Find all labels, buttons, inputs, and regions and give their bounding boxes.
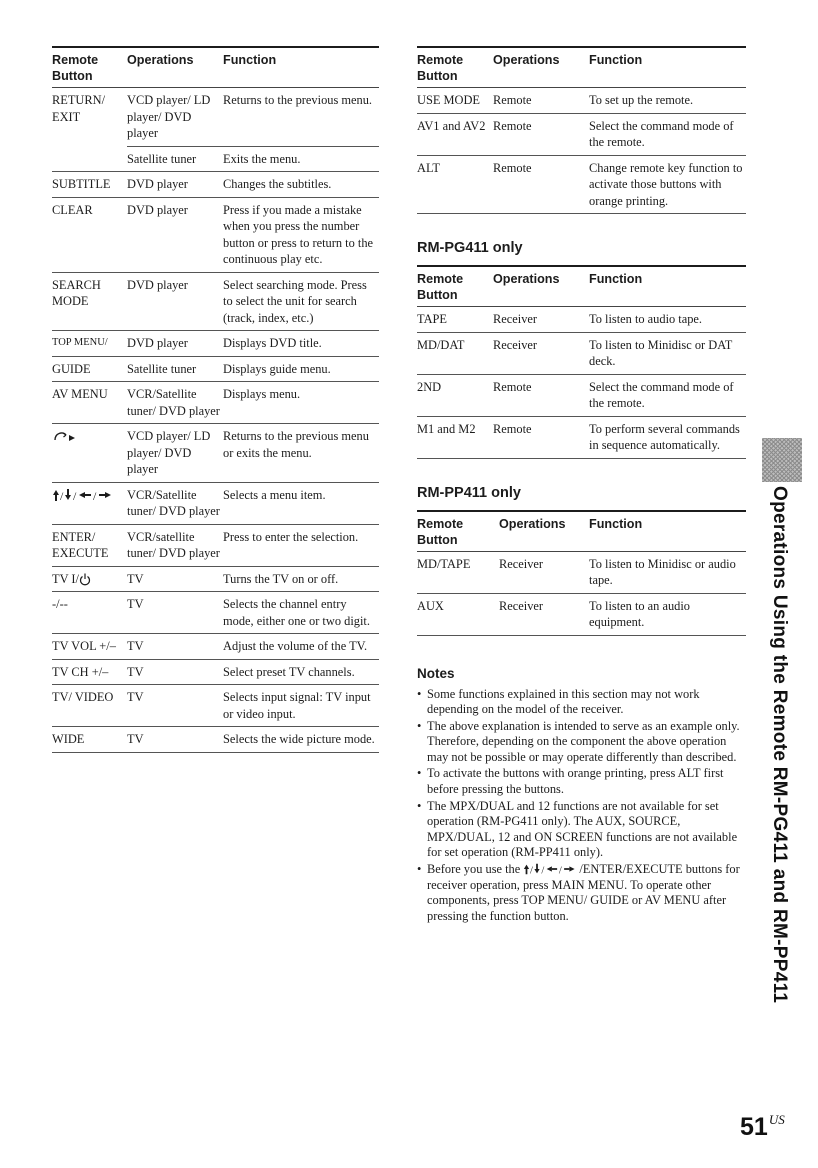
table-header (417, 266, 746, 307)
row-button: TOP MENU/ (52, 331, 127, 357)
row-button: AUX (417, 593, 499, 635)
row-button: AV MENU (52, 382, 127, 424)
svg-text:/: / (559, 865, 563, 877)
note-text: • Some functions explained in this section may not work depending on the model of the receiver. (427, 686, 700, 717)
table-row (417, 113, 746, 155)
header-operations: Operations (493, 47, 589, 88)
pg411-section-title: RM-PG411 only (417, 240, 523, 256)
table-row (417, 155, 746, 214)
note-text: Therefore, depending on the component the above operation may not be possible or may operate differently than described. (427, 734, 737, 764)
header-remote-button: Remote Button (417, 266, 493, 307)
row-function: Displays menu. (223, 382, 379, 424)
row-operations: TV (127, 685, 223, 727)
row-function: Press to enter the selection. (223, 524, 379, 566)
header-operations: Operations (499, 511, 589, 552)
table-header (417, 47, 746, 88)
row-operations: Remote (493, 416, 589, 458)
row-function: To perform several commands in sequence automatically. (589, 416, 746, 458)
row-button: TV/ VIDEO (52, 685, 127, 727)
table-row (417, 551, 746, 593)
table-row (52, 685, 379, 727)
row-function: Adjust the volume of the TV. (223, 634, 379, 660)
row-function: Exits the menu. (223, 146, 379, 172)
notes-title: Notes (417, 665, 455, 681)
row-function: Changes the subtitles. (223, 172, 379, 198)
left-column (52, 46, 379, 753)
svg-text:/: / (541, 865, 545, 877)
row-operations: TV (127, 727, 223, 753)
note-text-start: Before you use the (427, 862, 521, 877)
header-function: Function (589, 47, 746, 88)
tv-power-label: TV I/ (52, 571, 79, 586)
header-remote-button: Remote Button (417, 511, 499, 552)
table-row (417, 593, 746, 635)
table-row (52, 382, 379, 424)
row-operations: TV (127, 659, 223, 685)
row-button: TV VOL +/– (52, 634, 127, 660)
row-button: 2ND (417, 374, 493, 416)
row-operations: Satellite tuner (127, 356, 223, 382)
page-number-value: 51 (740, 1113, 768, 1141)
row-function: Select searching mode. Press to select the unit for search (track, index, etc.) (223, 272, 379, 331)
left-function-table (52, 46, 379, 753)
header-operations: Operations (493, 266, 589, 307)
pg411-function-table (417, 265, 746, 459)
row-function: Selects the wide picture mode. (223, 727, 379, 753)
row-operations: DVD player (127, 172, 223, 198)
power-icon (79, 572, 91, 586)
header-remote-button: Remote Button (417, 47, 493, 88)
row-function: Select the command mode of the remote. (589, 113, 746, 155)
note-text: • The MPX/DUAL and 12 functions are not available for set operation (RM-PG411 only). The AUX, SOURCE, MPX/DUAL, 12 and ON SCREEN functions are not available for set operation (RM-PP411 only). (427, 798, 738, 860)
header-remote-button: Remote Button (52, 47, 127, 88)
table-header (52, 47, 379, 88)
side-section-label: Operations Using the Remote RM-PG411 and RM-PP411 (769, 486, 790, 1004)
table-row (417, 332, 746, 374)
row-operations: TV (127, 566, 223, 592)
row-operations: Remote (493, 93, 532, 107)
header-operations: Operations (127, 47, 223, 88)
row-button: CLEAR (52, 197, 127, 272)
table-row (52, 482, 379, 524)
row-function: Select the command mode of the remote. (589, 374, 746, 416)
row-button: ALT (417, 155, 493, 214)
table-row (52, 566, 379, 592)
row-operations: Receiver (493, 332, 589, 374)
row-button: ENTER/ EXECUTE (52, 524, 127, 566)
row-button: MD/TAPE (417, 556, 471, 571)
svg-text:/: / (530, 865, 534, 877)
row-operations: DVD player (127, 272, 223, 331)
row-operations: Receiver (499, 556, 544, 571)
row-button (52, 146, 127, 172)
row-button-arrows-symbol (52, 482, 127, 524)
table-row (52, 197, 379, 272)
note-item (417, 799, 746, 861)
table-row (52, 424, 379, 483)
page-number (740, 1112, 785, 1142)
row-operations: Satellite tuner (127, 146, 223, 172)
row-button-return-symbol (52, 424, 127, 483)
cursor-arrows-icon (52, 487, 116, 503)
row-operations: VCR/Satellite tuner/ DVD player (127, 482, 223, 524)
section-tab-marker (762, 438, 802, 482)
row-function: To set up the remote. (589, 93, 694, 107)
row-function: Press if you made a mistake when you press the number button or press to return to the continuous play etc. (223, 197, 379, 272)
row-function: Change remote key function to activate those buttons with orange printing. (589, 155, 746, 214)
row-operations: Receiver (499, 593, 589, 635)
table-row (52, 634, 379, 660)
note-text: • The above explanation is intended to serve as an example only. (427, 718, 740, 733)
note-item (417, 719, 746, 766)
row-operations: Remote (493, 113, 589, 155)
svg-text:/: / (60, 488, 64, 503)
row-button: M1 and M2 (417, 416, 493, 458)
row-function: To listen to Minidisc or audio tape. (589, 556, 736, 587)
row-function: Selects the channel entry mode, either one or two digit. (223, 592, 379, 634)
row-operations: Remote (493, 374, 589, 416)
row-operations: TV (127, 634, 223, 660)
note-text: • To activate the buttons with orange printing, press ALT first before pressing the buttons. (427, 766, 724, 797)
note-item (417, 687, 746, 718)
table-row (52, 727, 379, 753)
row-function: To listen to audio tape. (589, 312, 703, 326)
notes-list (417, 687, 746, 925)
note-item (417, 862, 746, 924)
header-function: Function (223, 47, 379, 88)
table-row (52, 356, 379, 382)
table-row (52, 172, 379, 198)
table-row (417, 374, 746, 416)
pp411-section-title: RM-PP411 only (417, 484, 521, 501)
row-button-tv-power (52, 566, 127, 592)
row-function: Selects input signal: TV input or video input. (223, 685, 379, 727)
pp411-function-table (417, 510, 746, 636)
row-operations: VCD player/ LD player/ DVD player (127, 424, 223, 483)
right-function-table (417, 46, 746, 214)
row-button: -/-- (52, 592, 127, 634)
note-text-end: /ENTER/EXECUTE buttons for receiver operation, press MAIN MENU. To operate other components, press TOP MENU/ GUIDE or AV MENU after pressing the function button. (427, 862, 740, 923)
table-row (52, 592, 379, 634)
row-operations: VCR/satellite tuner/ DVD player (127, 524, 223, 566)
table-row (417, 307, 746, 333)
row-operations: Remote (493, 155, 589, 214)
row-button: RETURN/ EXIT (52, 93, 106, 124)
row-button: TAPE (417, 312, 447, 326)
row-button: SEARCH MODE (52, 272, 127, 331)
row-function: Displays DVD title. (223, 331, 379, 357)
table-row (52, 146, 379, 172)
row-operations: Receiver (493, 312, 538, 326)
note-text (427, 862, 746, 924)
note-item (417, 766, 746, 797)
svg-text:/: / (73, 488, 77, 503)
table-row (52, 659, 379, 685)
row-operations: TV (127, 592, 223, 634)
row-function: Selects a menu item. (223, 482, 379, 524)
row-operations: VCR/Satellite tuner/ DVD player (127, 382, 223, 424)
row-function: Displays guide menu. (223, 356, 379, 382)
row-button: AV1 and AV2 (417, 113, 493, 155)
row-function: Returns to the previous menu. (223, 93, 373, 107)
return-arrow-icon (52, 428, 78, 444)
row-button: GUIDE (52, 356, 127, 382)
table-row (417, 416, 746, 458)
row-function: Returns to the previous menu or exits the menu. (223, 424, 379, 483)
row-button: TV CH +/– (52, 659, 127, 685)
row-function: To listen to Minidisc or DAT deck. (589, 332, 746, 374)
row-operations: VCD player/ LD player/ DVD player (127, 93, 211, 140)
table-row (52, 88, 379, 147)
row-function: Select preset TV channels. (223, 659, 379, 685)
table-row (52, 524, 379, 566)
row-button: MD/DAT (417, 332, 493, 374)
row-function: Turns the TV on or off. (223, 566, 379, 592)
page-number-suffix: US (768, 1112, 785, 1127)
row-button: USE MODE (417, 93, 480, 107)
table-header (417, 511, 746, 552)
row-operations: DVD player (127, 331, 223, 357)
right-column (417, 46, 746, 925)
row-operations: DVD player (127, 197, 223, 272)
table-row (417, 88, 746, 114)
table-row (52, 331, 379, 357)
svg-text:/: / (93, 488, 97, 503)
row-button: WIDE (52, 727, 127, 753)
cursor-arrows-icon (523, 862, 579, 876)
row-button: SUBTITLE (52, 172, 127, 198)
table-row (52, 272, 379, 331)
row-function: To listen to an audio equipment. (589, 593, 746, 635)
header-function: Function (589, 266, 746, 307)
header-function: Function (589, 511, 746, 552)
